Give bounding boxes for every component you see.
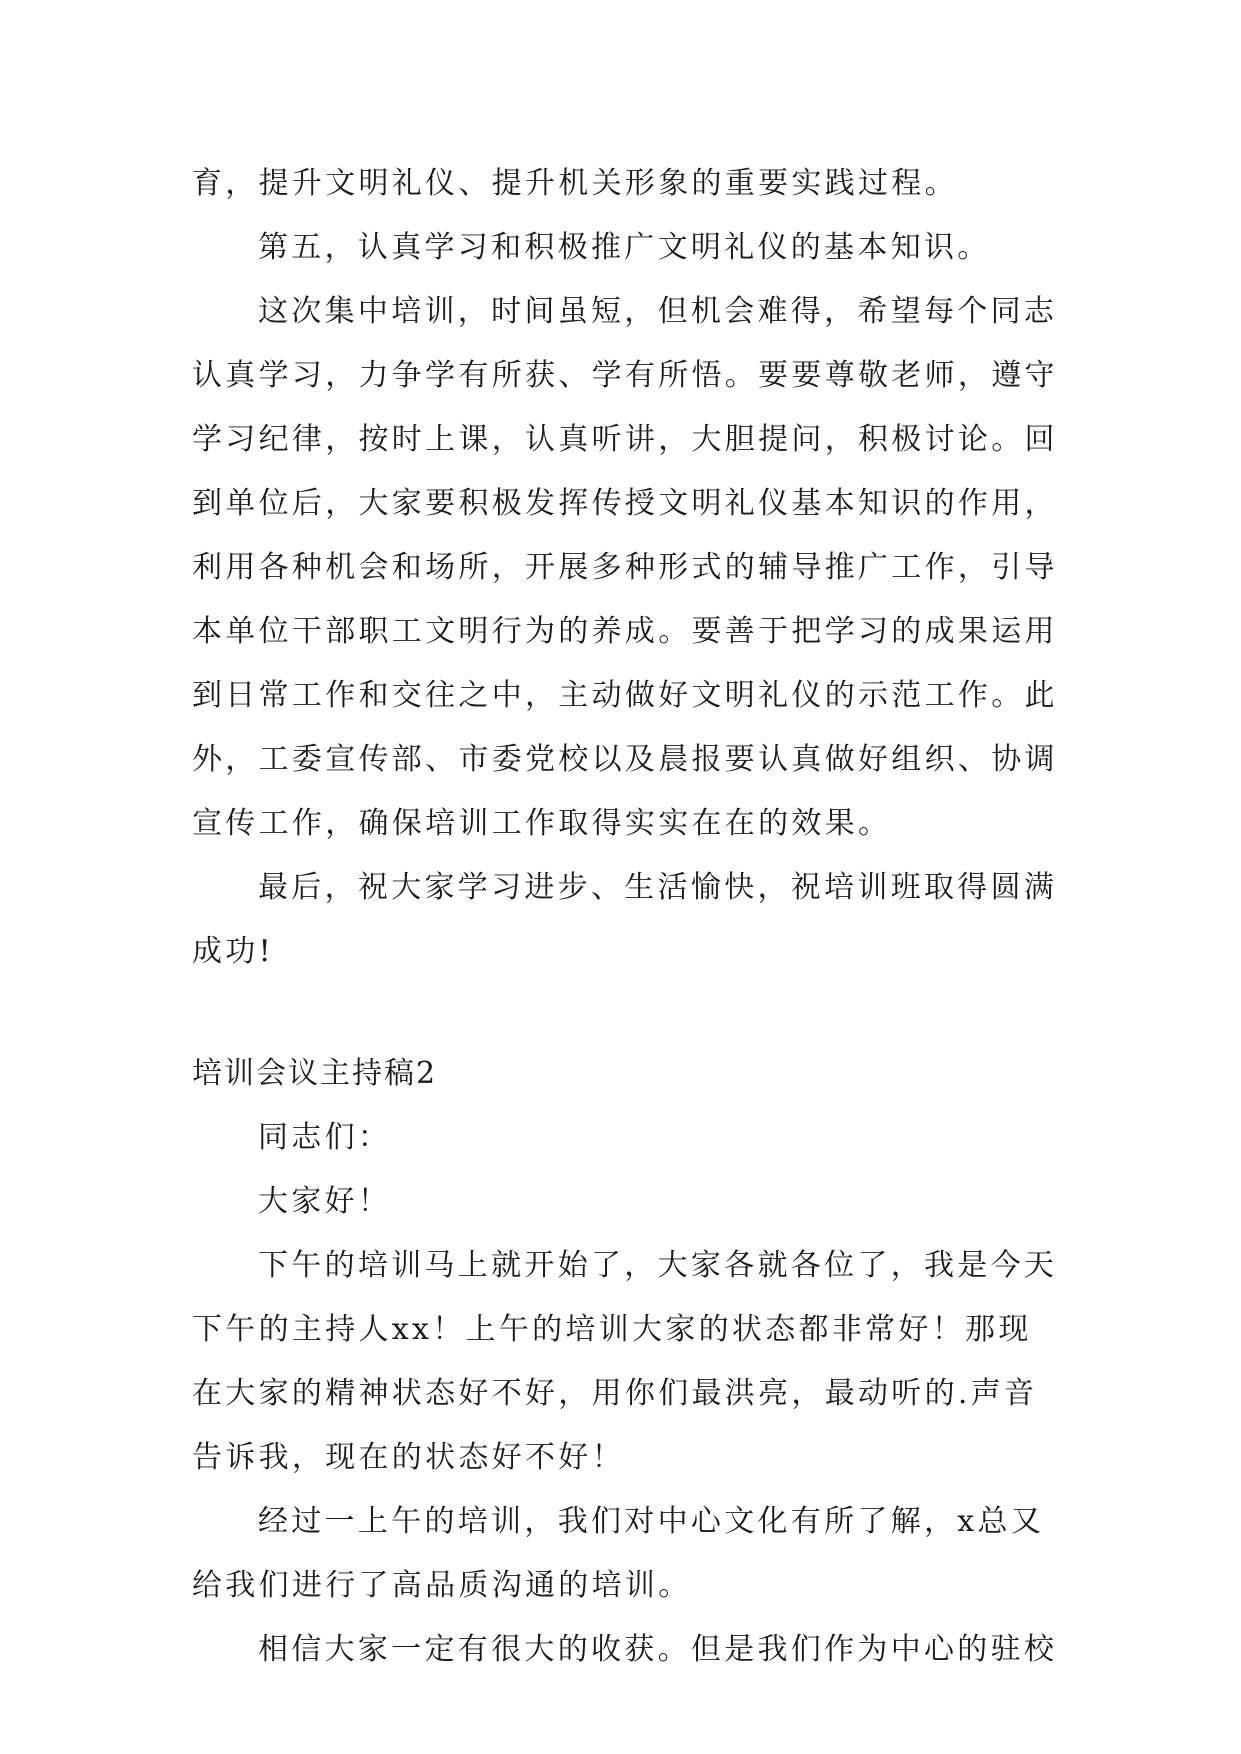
text-line: 给我们进行了高品质沟通的培训。 — [192, 1568, 692, 1603]
text-line: 告诉我，现在的状态好不好！ — [192, 1440, 625, 1475]
text-line: 本单位干部职工文明行为的养成。要善于把学习的成果运用 — [192, 614, 1058, 649]
text-line: 下午的主持人xx！上午的培训大家的状态都非常好！那现 — [192, 1312, 1032, 1347]
text-line: 育，提升文明礼仪、提升机关形象的重要实践过程。 — [192, 166, 958, 201]
section-1 — [192, 152, 1058, 984]
section-heading: 培训会议主持稿2 — [192, 1056, 438, 1091]
text-line: 成功! — [192, 934, 274, 969]
text-line: 大家好！ — [258, 1184, 392, 1219]
text-line: 学习纪律，按时上课，认真听讲，大胆提问，积极讨论。回 — [192, 422, 1058, 457]
text-line: 在大家的精神状态好不好，用你们最洪亮，最动听的.声音 — [192, 1376, 1038, 1411]
text-line: 同志们： — [258, 1120, 392, 1155]
text-line: 第五，认真学习和积极推广文明礼仪的基本知识。 — [258, 230, 991, 265]
text-line: 宣传工作，确保培训工作取得实实在在的效果。 — [192, 806, 892, 841]
text-line: 这次集中培训，时间虽短，但机会难得，希望每个同志 — [258, 294, 1058, 329]
text-line: 认真学习，力争学有所获、学有所悟。要要尊敬老师，遵守 — [192, 358, 1058, 393]
text-line: 最后，祝大家学习进步、生活愉快，祝培训班取得圆满 — [258, 870, 1058, 905]
text-line: 到单位后，大家要积极发挥传授文明礼仪基本知识的作用， — [192, 486, 1058, 521]
text-line: 下午的培训马上就开始了，大家各就各位了，我是今天 — [258, 1248, 1058, 1283]
text-line: 相信大家一定有很大的收获。但是我们作为中心的驻校 — [258, 1632, 1058, 1667]
section-gap — [192, 984, 1052, 1042]
text-line: 到日常工作和交往之中，主动做好文明礼仪的示范工作。此 — [192, 678, 1058, 713]
section-2 — [192, 1106, 1058, 1682]
text-line: 利用各种机会和场所，开展多种形式的辅导推广工作，引导 — [192, 550, 1058, 585]
document-body — [192, 152, 1058, 1682]
text-line: 外，工委宣传部、市委党校以及晨报要认真做好组织、协调 — [192, 742, 1058, 777]
text-line: 经过一上午的培训，我们对中心文化有所了解，x总又 — [258, 1504, 1045, 1539]
